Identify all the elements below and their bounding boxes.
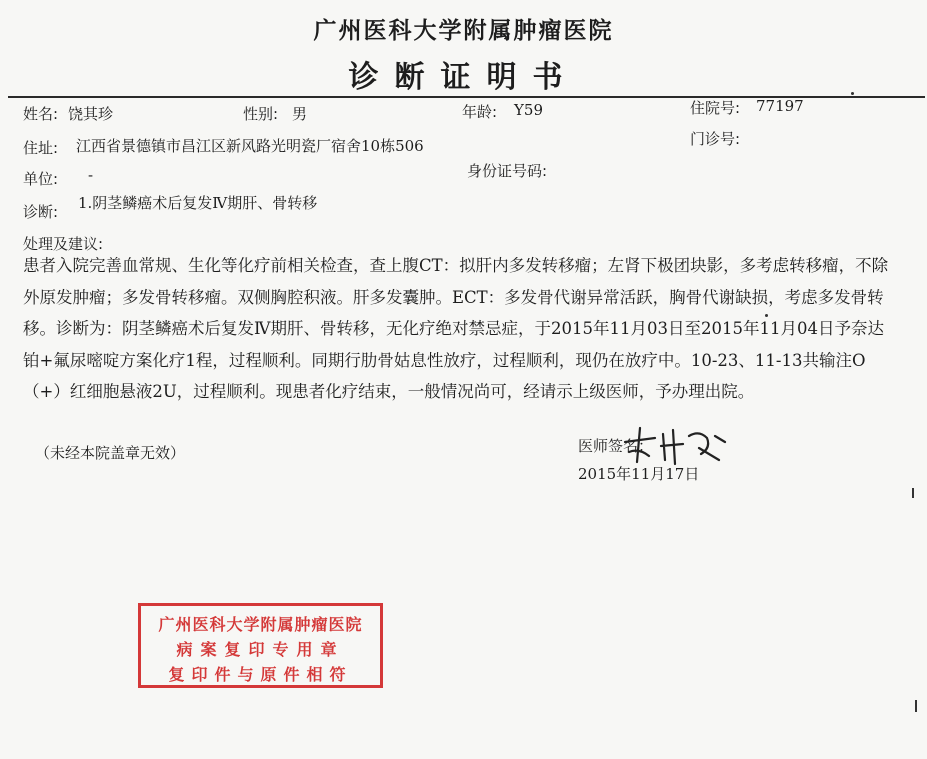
stamp-line-3: 复印件与原件相符	[168, 665, 353, 684]
stamp-line-1: 广州医科大学附属肿瘤医院	[158, 615, 363, 634]
hospital-name: 广州医科大学附属肿瘤医院	[313, 17, 614, 44]
treatment-text: 患者入院完善血常规、生化等化疗前相关检查，查上腹CT：拟肝内多发转移瘤；左肾下极团块影，多考虑转移瘤，不除外原发肿瘤；多发骨转移瘤。双侧胸腔积液。肝多发囊肿。ECT：多发骨代谢异常活跃，胸骨代谢缺损，考虑多发骨转移。诊断为：阴茎鳞癌术后复发Ⅳ期肝、骨转移，无化疗绝对禁忌症，于2015年11月03日至2015年11月04日予奈达铂+氟尿嘧啶方案化疗1程，过程顺利。同期行肋骨姑息性放疗，过程顺利，现仍在放疗中。10-23、11-13共输注O（+）红细胞悬液2U，过程顺利。现患者化疗结束，一般情况尚可，经请示上级医师，予办理出院。	[23, 256, 889, 401]
patient-name: 饶其珍	[68, 105, 114, 123]
scan-speck	[851, 92, 854, 95]
treatment-label: 处理及建议:	[23, 235, 104, 253]
admission-number: 77197	[756, 97, 804, 115]
unit-label: 单位:	[23, 170, 59, 188]
scan-speck	[765, 314, 768, 317]
signature-date: 2015年11月17日	[578, 465, 700, 483]
patient-gender: 男	[292, 105, 308, 123]
address-label: 住址:	[23, 139, 59, 157]
admission-label: 住院号:	[690, 99, 741, 117]
validity-note: （未经本院盖章无效）	[35, 444, 186, 462]
document-title: 诊断证明书	[348, 60, 579, 95]
doctor-signature-label: 医师签名：	[578, 437, 654, 455]
hospital-stamp	[138, 603, 383, 688]
scan-speck	[912, 488, 914, 498]
outpatient-label: 门诊号:	[690, 130, 741, 148]
patient-age: Y59	[514, 101, 543, 119]
scan-speck	[915, 700, 917, 712]
age-label: 年龄:	[462, 103, 498, 121]
diagnosis-label: 诊断:	[23, 203, 59, 221]
name-label: 姓名:	[23, 105, 59, 123]
diagnosis-text: 1.阴茎鳞癌术后复发Ⅳ期肝、骨转移	[78, 194, 318, 212]
patient-address: 江西省景德镇市昌江区新风路光明瓷厂宿舍10栋506	[76, 137, 424, 155]
gender-label: 性别:	[243, 105, 279, 123]
id-number-label: 身份证号码:	[467, 162, 548, 180]
stamp-line-2: 病案复印专用章	[176, 640, 345, 659]
patient-unit: -	[88, 166, 94, 184]
